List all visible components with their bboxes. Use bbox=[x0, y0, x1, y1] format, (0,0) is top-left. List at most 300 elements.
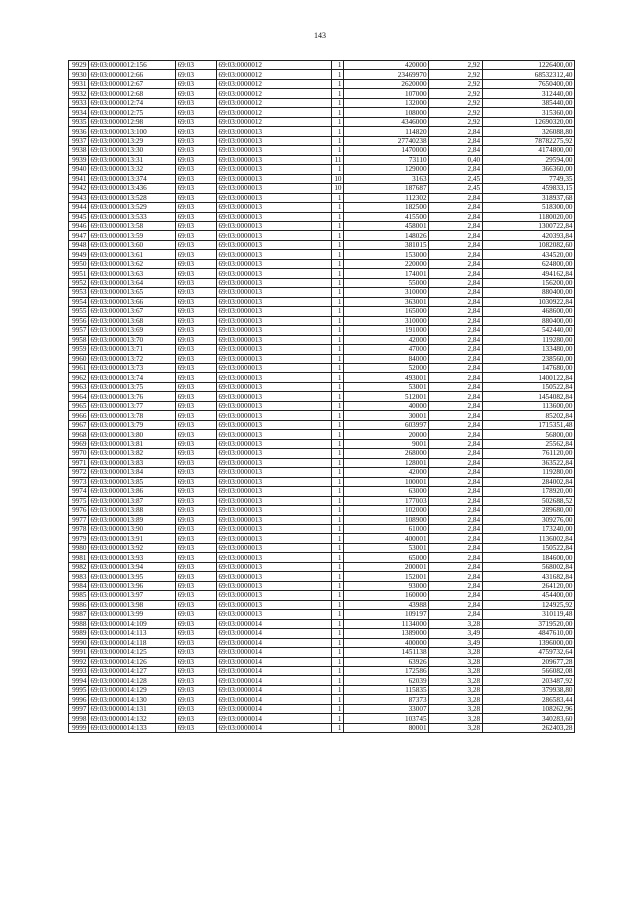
district-cell: 69:03 bbox=[176, 231, 217, 240]
rate-cell: 2,92 bbox=[429, 79, 483, 88]
table-row bbox=[69, 278, 575, 287]
table-row bbox=[69, 165, 575, 174]
rate-cell: 2,84 bbox=[429, 354, 483, 363]
table-row bbox=[69, 98, 575, 107]
district-cell: 69:03 bbox=[176, 487, 217, 496]
cadastral-number-cell: 69:03:0000013:73 bbox=[88, 364, 175, 373]
table-row bbox=[69, 515, 575, 524]
area-cell: 115835 bbox=[344, 685, 429, 694]
row-number-cell: 9968 bbox=[69, 430, 89, 439]
row-number-cell: 9978 bbox=[69, 524, 89, 533]
quarter-cell: 69:03:0000013 bbox=[217, 354, 332, 363]
cadastral-number-cell: 69:03:0000013:66 bbox=[88, 297, 175, 306]
cadastral-number-cell: 69:03:0000013:94 bbox=[88, 562, 175, 571]
count-cell: 1 bbox=[332, 695, 344, 704]
table-row bbox=[69, 373, 575, 382]
value-cell: 124925,92 bbox=[482, 600, 574, 609]
rate-cell: 2,84 bbox=[429, 250, 483, 259]
value-cell: 385440,00 bbox=[482, 98, 574, 107]
row-number-cell: 9944 bbox=[69, 203, 89, 212]
row-number-cell: 9972 bbox=[69, 468, 89, 477]
table-row bbox=[69, 307, 575, 316]
value-cell: 4847610,00 bbox=[482, 629, 574, 638]
value-cell: 880400,00 bbox=[482, 316, 574, 325]
cadastral-number-cell: 69:03:0000013:29 bbox=[88, 136, 175, 145]
row-number-cell: 9949 bbox=[69, 250, 89, 259]
rate-cell: 2,84 bbox=[429, 316, 483, 325]
area-cell: 132000 bbox=[344, 98, 429, 107]
area-cell: 172586 bbox=[344, 667, 429, 676]
table-row bbox=[69, 562, 575, 571]
cadastral-number-cell: 69:03:0000013:99 bbox=[88, 610, 175, 619]
cadastral-number-cell: 69:03:0000013:97 bbox=[88, 591, 175, 600]
cadastral-number-cell: 69:03:0000013:71 bbox=[88, 345, 175, 354]
quarter-cell: 69:03:0000013 bbox=[217, 572, 332, 581]
table-row bbox=[69, 695, 575, 704]
district-cell: 69:03 bbox=[176, 240, 217, 249]
cadastral-number-cell: 69:03:0000014:125 bbox=[88, 648, 175, 657]
value-cell: 366360,00 bbox=[482, 165, 574, 174]
area-cell: 40000 bbox=[344, 401, 429, 410]
count-cell: 1 bbox=[332, 108, 344, 117]
cadastral-number-cell: 69:03:0000012:68 bbox=[88, 89, 175, 98]
quarter-cell: 69:03:0000012 bbox=[217, 61, 332, 70]
count-cell: 1 bbox=[332, 117, 344, 126]
row-number-cell: 9957 bbox=[69, 326, 89, 335]
table-row bbox=[69, 439, 575, 448]
row-number-cell: 9941 bbox=[69, 174, 89, 183]
rate-cell: 2,84 bbox=[429, 543, 483, 552]
count-cell: 1 bbox=[332, 458, 344, 467]
count-cell: 1 bbox=[332, 534, 344, 543]
table-row bbox=[69, 487, 575, 496]
area-cell: 400000 bbox=[344, 638, 429, 647]
area-cell: 1134000 bbox=[344, 619, 429, 628]
district-cell: 69:03 bbox=[176, 98, 217, 107]
cadastral-number-cell: 69:03:0000013:93 bbox=[88, 553, 175, 562]
quarter-cell: 69:03:0000013 bbox=[217, 231, 332, 240]
area-cell: 200001 bbox=[344, 562, 429, 571]
rate-cell: 3,28 bbox=[429, 704, 483, 713]
area-cell: 108000 bbox=[344, 108, 429, 117]
count-cell: 1 bbox=[332, 600, 344, 609]
table-row bbox=[69, 250, 575, 259]
cadastral-number-cell: 69:03:0000014:132 bbox=[88, 714, 175, 723]
area-cell: 381015 bbox=[344, 240, 429, 249]
value-cell: 310119,48 bbox=[482, 610, 574, 619]
rate-cell: 3,49 bbox=[429, 638, 483, 647]
count-cell: 1 bbox=[332, 259, 344, 268]
count-cell: 1 bbox=[332, 430, 344, 439]
count-cell: 1 bbox=[332, 714, 344, 723]
cadastral-number-cell: 69:03:0000013:72 bbox=[88, 354, 175, 363]
area-cell: 33007 bbox=[344, 704, 429, 713]
district-cell: 69:03 bbox=[176, 203, 217, 212]
table-row bbox=[69, 79, 575, 88]
row-number-cell: 9939 bbox=[69, 155, 89, 164]
quarter-cell: 69:03:0000013 bbox=[217, 307, 332, 316]
cadastral-number-cell: 69:03:0000013:77 bbox=[88, 401, 175, 410]
district-cell: 69:03 bbox=[176, 477, 217, 486]
table-row bbox=[69, 326, 575, 335]
value-cell: 431682,84 bbox=[482, 572, 574, 581]
quarter-cell: 69:03:0000013 bbox=[217, 401, 332, 410]
area-cell: 27740238 bbox=[344, 136, 429, 145]
count-cell: 1 bbox=[332, 572, 344, 581]
value-cell: 363522,84 bbox=[482, 458, 574, 467]
cadastral-number-cell: 69:03:0000013:533 bbox=[88, 212, 175, 221]
cadastral-number-cell: 69:03:0000013:374 bbox=[88, 174, 175, 183]
cadastral-number-cell: 69:03:0000013:64 bbox=[88, 278, 175, 287]
quarter-cell: 69:03:0000013 bbox=[217, 345, 332, 354]
register-table-body bbox=[69, 61, 575, 733]
quarter-cell: 69:03:0000014 bbox=[217, 648, 332, 657]
count-cell: 1 bbox=[332, 657, 344, 666]
row-number-cell: 9979 bbox=[69, 534, 89, 543]
rate-cell: 2,84 bbox=[429, 345, 483, 354]
district-cell: 69:03 bbox=[176, 714, 217, 723]
area-cell: 87373 bbox=[344, 695, 429, 704]
value-cell: 518300,00 bbox=[482, 203, 574, 212]
district-cell: 69:03 bbox=[176, 89, 217, 98]
district-cell: 69:03 bbox=[176, 411, 217, 420]
count-cell: 1 bbox=[332, 477, 344, 486]
count-cell: 1 bbox=[332, 127, 344, 136]
district-cell: 69:03 bbox=[176, 667, 217, 676]
district-cell: 69:03 bbox=[176, 629, 217, 638]
value-cell: 4174800,00 bbox=[482, 146, 574, 155]
table-row bbox=[69, 155, 575, 164]
area-cell: 160000 bbox=[344, 591, 429, 600]
quarter-cell: 69:03:0000013 bbox=[217, 468, 332, 477]
row-number-cell: 9976 bbox=[69, 506, 89, 515]
value-cell: 502688,52 bbox=[482, 496, 574, 505]
value-cell: 156200,00 bbox=[482, 278, 574, 287]
rate-cell: 2,84 bbox=[429, 231, 483, 240]
area-cell: 152001 bbox=[344, 572, 429, 581]
row-number-cell: 9940 bbox=[69, 165, 89, 174]
value-cell: 459833,15 bbox=[482, 184, 574, 193]
cadastral-number-cell: 69:03:0000013:98 bbox=[88, 600, 175, 609]
quarter-cell: 69:03:0000013 bbox=[217, 506, 332, 515]
count-cell: 1 bbox=[332, 506, 344, 515]
district-cell: 69:03 bbox=[176, 619, 217, 628]
count-cell: 1 bbox=[332, 288, 344, 297]
value-cell: 340283,60 bbox=[482, 714, 574, 723]
count-cell: 1 bbox=[332, 524, 344, 533]
row-number-cell: 9935 bbox=[69, 117, 89, 126]
area-cell: 80001 bbox=[344, 723, 429, 732]
table-row bbox=[69, 610, 575, 619]
table-row bbox=[69, 591, 575, 600]
rate-cell: 3,28 bbox=[429, 695, 483, 704]
quarter-cell: 69:03:0000014 bbox=[217, 657, 332, 666]
table-row bbox=[69, 240, 575, 249]
row-number-cell: 9984 bbox=[69, 581, 89, 590]
district-cell: 69:03 bbox=[176, 259, 217, 268]
cadastral-number-cell: 69:03:0000013:76 bbox=[88, 392, 175, 401]
cadastral-number-cell: 69:03:0000013:63 bbox=[88, 269, 175, 278]
cadastral-number-cell: 69:03:0000013:88 bbox=[88, 506, 175, 515]
row-number-cell: 9945 bbox=[69, 212, 89, 221]
count-cell: 1 bbox=[332, 79, 344, 88]
count-cell: 1 bbox=[332, 420, 344, 429]
rate-cell: 2,84 bbox=[429, 524, 483, 533]
cadastral-number-cell: 69:03:0000013:74 bbox=[88, 373, 175, 382]
area-cell: 9001 bbox=[344, 439, 429, 448]
value-cell: 289680,00 bbox=[482, 506, 574, 515]
count-cell: 1 bbox=[332, 629, 344, 638]
table-row bbox=[69, 193, 575, 202]
area-cell: 52000 bbox=[344, 364, 429, 373]
rate-cell: 2,84 bbox=[429, 477, 483, 486]
row-number-cell: 9951 bbox=[69, 269, 89, 278]
row-number-cell: 9997 bbox=[69, 704, 89, 713]
area-cell: 63926 bbox=[344, 657, 429, 666]
table-row bbox=[69, 345, 575, 354]
table-row bbox=[69, 212, 575, 221]
rate-cell: 2,84 bbox=[429, 458, 483, 467]
value-cell: 203487,92 bbox=[482, 676, 574, 685]
row-number-cell: 9998 bbox=[69, 714, 89, 723]
value-cell: 178920,00 bbox=[482, 487, 574, 496]
district-cell: 69:03 bbox=[176, 221, 217, 230]
row-number-cell: 9994 bbox=[69, 676, 89, 685]
area-cell: 61000 bbox=[344, 524, 429, 533]
rate-cell: 2,84 bbox=[429, 496, 483, 505]
district-cell: 69:03 bbox=[176, 364, 217, 373]
quarter-cell: 69:03:0000013 bbox=[217, 373, 332, 382]
value-cell: 318937,68 bbox=[482, 193, 574, 202]
count-cell: 1 bbox=[332, 468, 344, 477]
rate-cell: 3,28 bbox=[429, 657, 483, 666]
value-cell: 1715351,48 bbox=[482, 420, 574, 429]
count-cell: 1 bbox=[332, 89, 344, 98]
count-cell: 1 bbox=[332, 193, 344, 202]
row-number-cell: 9942 bbox=[69, 184, 89, 193]
quarter-cell: 69:03:0000012 bbox=[217, 89, 332, 98]
count-cell: 1 bbox=[332, 297, 344, 306]
count-cell: 1 bbox=[332, 496, 344, 505]
rate-cell: 2,92 bbox=[429, 108, 483, 117]
quarter-cell: 69:03:0000013 bbox=[217, 382, 332, 391]
area-cell: 65000 bbox=[344, 553, 429, 562]
quarter-cell: 69:03:0000013 bbox=[217, 420, 332, 429]
count-cell: 1 bbox=[332, 345, 344, 354]
cadastral-number-cell: 69:03:0000013:59 bbox=[88, 231, 175, 240]
table-row bbox=[69, 723, 575, 732]
row-number-cell: 9964 bbox=[69, 392, 89, 401]
count-cell: 1 bbox=[332, 704, 344, 713]
cadastral-number-cell: 69:03:0000014:118 bbox=[88, 638, 175, 647]
table-row bbox=[69, 259, 575, 268]
count-cell: 10 bbox=[332, 184, 344, 193]
row-number-cell: 9999 bbox=[69, 723, 89, 732]
area-cell: 310000 bbox=[344, 288, 429, 297]
count-cell: 1 bbox=[332, 401, 344, 410]
area-cell: 187687 bbox=[344, 184, 429, 193]
rate-cell: 2,84 bbox=[429, 610, 483, 619]
value-cell: 434520,00 bbox=[482, 250, 574, 259]
quarter-cell: 69:03:0000013 bbox=[217, 316, 332, 325]
row-number-cell: 9990 bbox=[69, 638, 89, 647]
cadastral-number-cell: 69:03:0000013:75 bbox=[88, 382, 175, 391]
area-cell: 220000 bbox=[344, 259, 429, 268]
table-row bbox=[69, 392, 575, 401]
cadastral-number-cell: 69:03:0000013:90 bbox=[88, 524, 175, 533]
row-number-cell: 9970 bbox=[69, 449, 89, 458]
table-row bbox=[69, 231, 575, 240]
count-cell: 1 bbox=[332, 648, 344, 657]
quarter-cell: 69:03:0000013 bbox=[217, 449, 332, 458]
area-cell: 53001 bbox=[344, 543, 429, 552]
rate-cell: 2,92 bbox=[429, 98, 483, 107]
row-number-cell: 9996 bbox=[69, 695, 89, 704]
area-cell: 400001 bbox=[344, 534, 429, 543]
district-cell: 69:03 bbox=[176, 458, 217, 467]
table-row bbox=[69, 648, 575, 657]
value-cell: 209677,28 bbox=[482, 657, 574, 666]
district-cell: 69:03 bbox=[176, 695, 217, 704]
district-cell: 69:03 bbox=[176, 638, 217, 647]
table-row bbox=[69, 146, 575, 155]
area-cell: 62039 bbox=[344, 676, 429, 685]
quarter-cell: 69:03:0000012 bbox=[217, 98, 332, 107]
quarter-cell: 69:03:0000013 bbox=[217, 136, 332, 145]
cadastral-number-cell: 69:03:0000013:79 bbox=[88, 420, 175, 429]
value-cell: 880400,00 bbox=[482, 288, 574, 297]
cadastral-number-cell: 69:03:0000013:86 bbox=[88, 487, 175, 496]
row-number-cell: 9954 bbox=[69, 297, 89, 306]
quarter-cell: 69:03:0000012 bbox=[217, 79, 332, 88]
value-cell: 761120,00 bbox=[482, 449, 574, 458]
table-row bbox=[69, 534, 575, 543]
table-row bbox=[69, 136, 575, 145]
value-cell: 379938,80 bbox=[482, 685, 574, 694]
row-number-cell: 9963 bbox=[69, 382, 89, 391]
count-cell: 1 bbox=[332, 326, 344, 335]
area-cell: 93000 bbox=[344, 581, 429, 590]
rate-cell: 2,84 bbox=[429, 572, 483, 581]
cadastral-number-cell: 69:03:0000014:131 bbox=[88, 704, 175, 713]
count-cell: 1 bbox=[332, 449, 344, 458]
count-cell: 1 bbox=[332, 364, 344, 373]
row-number-cell: 9953 bbox=[69, 288, 89, 297]
table-row bbox=[69, 714, 575, 723]
district-cell: 69:03 bbox=[176, 562, 217, 571]
cadastral-number-cell: 69:03:0000013:95 bbox=[88, 572, 175, 581]
row-number-cell: 9982 bbox=[69, 562, 89, 571]
area-cell: 420000 bbox=[344, 61, 429, 70]
rate-cell: 2,84 bbox=[429, 326, 483, 335]
district-cell: 69:03 bbox=[176, 250, 217, 259]
quarter-cell: 69:03:0000013 bbox=[217, 610, 332, 619]
area-cell: 23469970 bbox=[344, 70, 429, 79]
value-cell: 542440,00 bbox=[482, 326, 574, 335]
rate-cell: 2,92 bbox=[429, 70, 483, 79]
area-cell: 191000 bbox=[344, 326, 429, 335]
district-cell: 69:03 bbox=[176, 600, 217, 609]
district-cell: 69:03 bbox=[176, 174, 217, 183]
rate-cell: 2,84 bbox=[429, 468, 483, 477]
rate-cell: 2,84 bbox=[429, 562, 483, 571]
count-cell: 1 bbox=[332, 581, 344, 590]
district-cell: 69:03 bbox=[176, 212, 217, 221]
quarter-cell: 69:03:0000013 bbox=[217, 174, 332, 183]
table-row bbox=[69, 477, 575, 486]
district-cell: 69:03 bbox=[176, 373, 217, 382]
cadastral-number-cell: 69:03:0000014:129 bbox=[88, 685, 175, 694]
district-cell: 69:03 bbox=[176, 61, 217, 70]
row-number-cell: 9993 bbox=[69, 667, 89, 676]
area-cell: 268000 bbox=[344, 449, 429, 458]
area-cell: 42000 bbox=[344, 468, 429, 477]
district-cell: 69:03 bbox=[176, 382, 217, 391]
table-row bbox=[69, 600, 575, 609]
rate-cell: 3,28 bbox=[429, 648, 483, 657]
count-cell: 1 bbox=[332, 136, 344, 145]
quarter-cell: 69:03:0000013 bbox=[217, 278, 332, 287]
rate-cell: 2,92 bbox=[429, 89, 483, 98]
cadastral-number-cell: 69:03:0000012:98 bbox=[88, 117, 175, 126]
cadastral-number-cell: 69:03:0000013:65 bbox=[88, 288, 175, 297]
rate-cell: 2,84 bbox=[429, 240, 483, 249]
area-cell: 165000 bbox=[344, 307, 429, 316]
count-cell: 1 bbox=[332, 411, 344, 420]
rate-cell: 3,28 bbox=[429, 723, 483, 732]
page-number: 143 bbox=[314, 31, 326, 40]
row-number-cell: 9971 bbox=[69, 458, 89, 467]
area-cell: 512001 bbox=[344, 392, 429, 401]
cadastral-number-cell: 69:03:0000013:81 bbox=[88, 439, 175, 448]
cadastral-number-cell: 69:03:0000013:89 bbox=[88, 515, 175, 524]
district-cell: 69:03 bbox=[176, 288, 217, 297]
value-cell: 1396000,00 bbox=[482, 638, 574, 647]
district-cell: 69:03 bbox=[176, 184, 217, 193]
count-cell: 1 bbox=[332, 165, 344, 174]
table-row bbox=[69, 61, 575, 70]
district-cell: 69:03 bbox=[176, 648, 217, 657]
value-cell: 12690320,00 bbox=[482, 117, 574, 126]
rate-cell: 2,84 bbox=[429, 297, 483, 306]
district-cell: 69:03 bbox=[176, 430, 217, 439]
value-cell: 147680,00 bbox=[482, 364, 574, 373]
table-row bbox=[69, 117, 575, 126]
quarter-cell: 69:03:0000013 bbox=[217, 155, 332, 164]
value-cell: 173240,00 bbox=[482, 524, 574, 533]
row-number-cell: 9952 bbox=[69, 278, 89, 287]
district-cell: 69:03 bbox=[176, 572, 217, 581]
quarter-cell: 69:03:0000013 bbox=[217, 477, 332, 486]
row-number-cell: 9989 bbox=[69, 629, 89, 638]
district-cell: 69:03 bbox=[176, 269, 217, 278]
district-cell: 69:03 bbox=[176, 297, 217, 306]
row-number-cell: 9977 bbox=[69, 515, 89, 524]
district-cell: 69:03 bbox=[176, 146, 217, 155]
area-cell: 128001 bbox=[344, 458, 429, 467]
row-number-cell: 9959 bbox=[69, 345, 89, 354]
row-number-cell: 9955 bbox=[69, 307, 89, 316]
value-cell: 309276,00 bbox=[482, 515, 574, 524]
count-cell: 1 bbox=[332, 98, 344, 107]
quarter-cell: 69:03:0000013 bbox=[217, 297, 332, 306]
district-cell: 69:03 bbox=[176, 79, 217, 88]
value-cell: 150522,84 bbox=[482, 543, 574, 552]
table-row bbox=[69, 127, 575, 136]
value-cell: 312440,00 bbox=[482, 89, 574, 98]
count-cell: 1 bbox=[332, 638, 344, 647]
count-cell: 1 bbox=[332, 392, 344, 401]
